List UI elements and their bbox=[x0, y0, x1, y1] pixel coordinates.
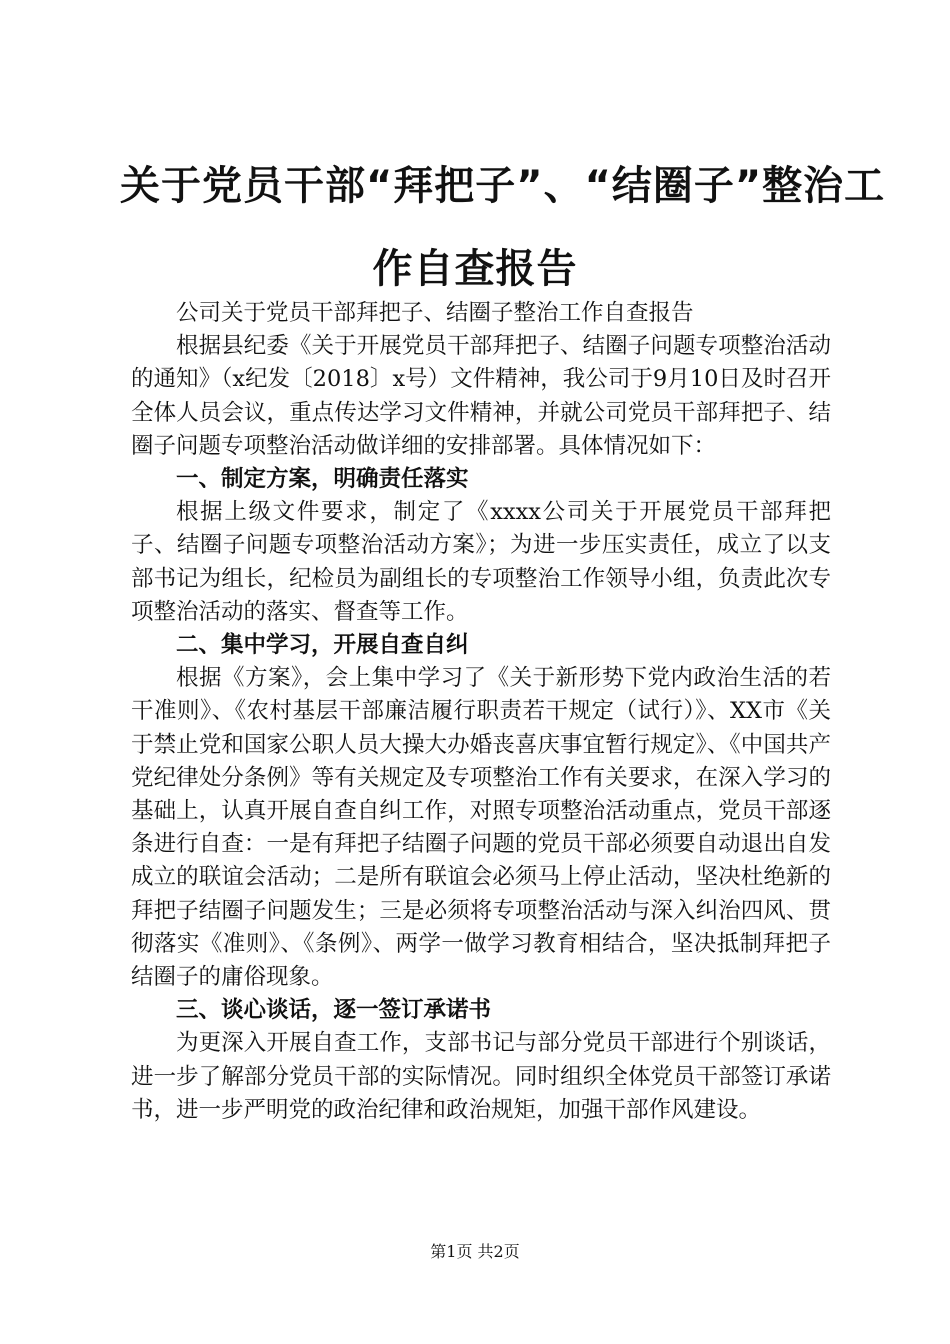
section-1-paragraph: 根据上级文件要求，制定了《xxxx公司关于开展党员干部拜把子、结圈子问题专项整治活动方案》；为进一步压实责任，成立了以支部书记为组长，纪检员为副组长的专项整治工作领导小组，负责此次专项整治活动的落实、督查等工作。 bbox=[131, 499, 831, 625]
document-body bbox=[131, 297, 831, 1127]
subtitle-paragraph: 公司关于党员干部拜把子、结圈子整治工作自查报告 bbox=[176, 300, 694, 326]
section-heading-1: 一、制定方案，明确责任落实 bbox=[176, 466, 469, 493]
section-heading-3: 三、谈心谈话，逐一签订承诺书 bbox=[176, 997, 492, 1024]
section-heading-2: 二、集中学习，开展自查自纠 bbox=[176, 632, 469, 659]
document-title-line-1: 关于党员干部“拜把子”、“结圈子”整治工 bbox=[120, 163, 886, 209]
section-2-paragraph: 根据《方案》，会上集中学习了《关于新形势下党内政治生活的若干准则》、《农村基层干部廉洁履行职责若干规定（试行）》、XX市《关于禁止党和国家公职人员大操大办婚丧喜庆事宜暂行规定》、《中国共产党纪律处分条例》等有关规定及专项整治工作有关要求，在深入学习的基础上，认真开展自查自纠工作，对照专项整治活动重点，党员干部逐条进行自查：一是有拜把子结圈子问题的党员干部必须要自动退出自发成立的联谊会活动；二是所有联谊会必须马上停止活动，坚决杜绝新的拜把子结圈子问题发生；三是必须将专项整治活动与深入纠治四风、贯彻落实《准则》、《条例》、两学一做学习教育相结合，坚决抵制拜把子结圈子的庸俗现象。 bbox=[131, 665, 831, 991]
intro-paragraph: 根据县纪委《关于开展党员干部拜把子、结圈子问题专项整治活动的通知》（x纪发〔2018〕x号）文件精神，我公司于9月10日及时召开全体人员会议，重点传达学习文件精神，并就公司党员干部拜把子、结圈子问题专项整治活动做详细的安排部署。具体情况如下： bbox=[131, 333, 831, 459]
page-footer: 第1页 共2页 bbox=[430, 1242, 520, 1261]
section-3-paragraph: 为更深入开展自查工作，支部书记与部分党员干部进行个别谈话，进一步了解部分党员干部的实际情况。同时组织全体党员干部签订承诺书，进一步严明党的政治纪律和政治规矩，加强干部作风建设。 bbox=[131, 1030, 831, 1123]
document-title-line-2: 作自查报告 bbox=[372, 246, 578, 292]
